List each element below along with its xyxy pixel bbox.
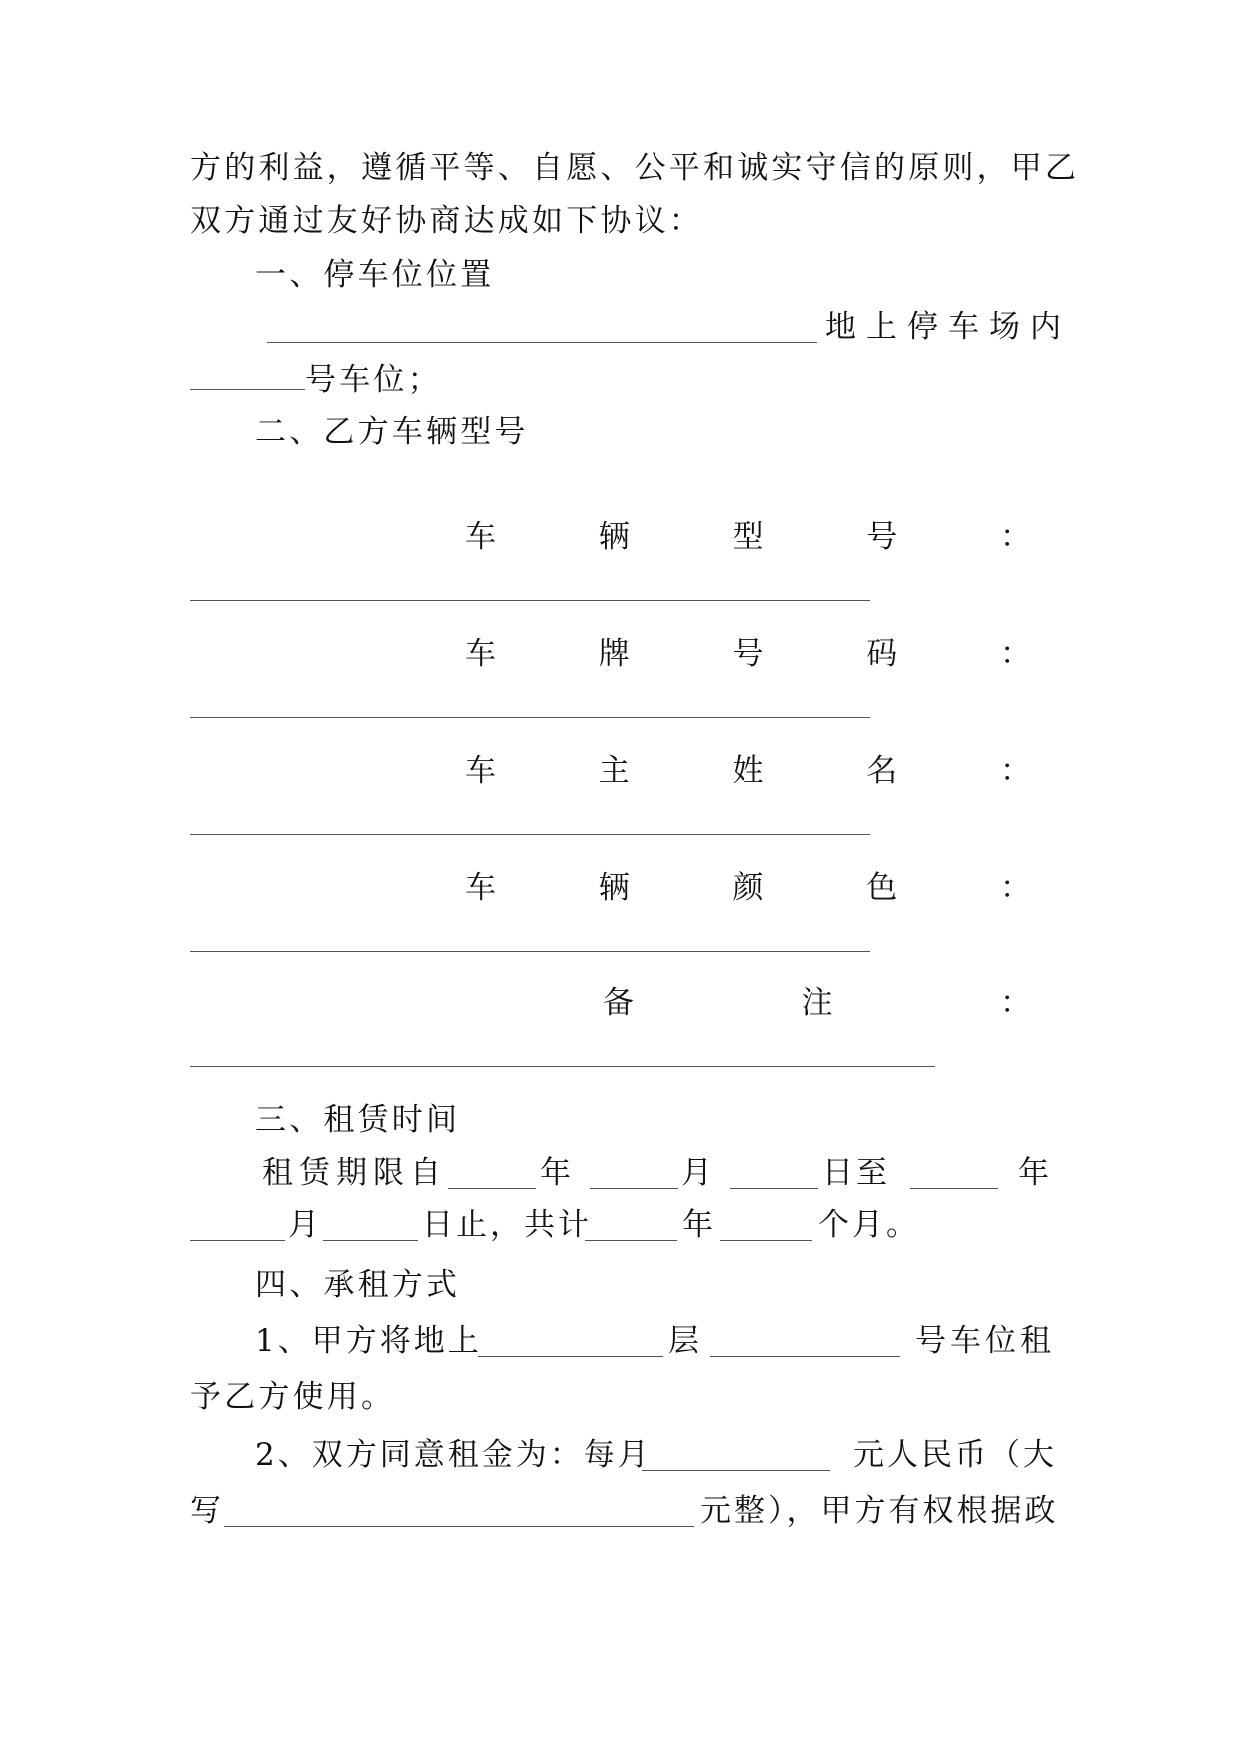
section-heading: 二、乙方车辆型号 — [255, 414, 529, 450]
lease-period-line: 租赁期限自 年 月 日至 年 — [262, 1155, 1049, 1191]
plate-number-label — [465, 631, 1031, 677]
section-heading: 一、停车位位置 — [255, 257, 495, 293]
field-label-char: 色 — [866, 870, 898, 906]
blank-field — [190, 717, 870, 718]
location-text: 地上停车场内 — [825, 309, 1071, 345]
field-label-char: 车 — [465, 870, 496, 906]
blank-field — [642, 1440, 830, 1471]
location-tail: 号车位； — [305, 362, 442, 398]
blank-field — [190, 600, 870, 601]
field-label-char: 码 — [866, 636, 898, 672]
rent-item-2: 2、双方同意租金为：每月 元人民币（大 — [255, 1437, 1057, 1473]
blank-field — [710, 1326, 900, 1357]
field-label-char: 备 — [603, 985, 634, 1021]
field-label-char: 号 — [866, 519, 898, 555]
field-label-char: 名 — [866, 753, 898, 789]
field-label-char: 车 — [465, 753, 496, 789]
field-label-char: ： — [1000, 870, 1031, 906]
field-label-char: 辆 — [598, 870, 630, 906]
rent-item-1-cont: 予乙方使用。 — [190, 1379, 396, 1415]
field-label-char: 号 — [732, 636, 764, 672]
rent-item-2-cont: 写 元整），甲方有权根据政 — [190, 1493, 1059, 1529]
blank-field — [190, 359, 305, 390]
field-label-char: 姓 — [732, 753, 764, 789]
remark-label — [603, 980, 1031, 1026]
location-line — [190, 304, 1071, 350]
blank-field — [590, 1158, 678, 1189]
paragraph-line: 双方通过友好协商达成如下协议： — [190, 203, 703, 239]
field-label-char: 型 — [732, 519, 764, 555]
field-label-char: 车 — [465, 636, 496, 672]
blank-field — [190, 834, 870, 835]
blank-field — [720, 1210, 812, 1241]
field-label-char: ： — [1000, 636, 1031, 672]
section-heading: 三、租赁时间 — [255, 1102, 461, 1138]
field-label-char: 牌 — [598, 636, 630, 672]
field-label-char: ： — [1000, 985, 1031, 1021]
field-label-char: 主 — [598, 753, 630, 789]
blank-field — [323, 1210, 418, 1241]
vehicle-color-label — [465, 865, 1031, 911]
blank-field — [267, 312, 817, 343]
blank-field — [224, 1496, 694, 1527]
field-label-char: 辆 — [598, 519, 630, 555]
blank-field — [910, 1158, 998, 1189]
section-heading: 四、承租方式 — [255, 1267, 461, 1303]
field-label-char: ： — [1000, 519, 1031, 555]
owner-name-label — [465, 748, 1031, 794]
blank-field — [585, 1210, 677, 1241]
field-label-char: 车 — [465, 519, 496, 555]
paragraph-line: 方的利益，遵循平等、自愿、公平和诚实守信的原则，甲乙 — [190, 150, 1080, 186]
field-label-char: ： — [1000, 753, 1031, 789]
blank-field — [448, 1158, 536, 1189]
location-line-2 — [190, 357, 1050, 403]
lease-period-line-2: 月 日止，共计 年 个月。 — [190, 1202, 1050, 1248]
blank-field — [190, 1066, 935, 1067]
blank-field — [190, 951, 870, 952]
field-label-char: 颜 — [732, 870, 764, 906]
blank-field — [730, 1158, 818, 1189]
field-label-char: 注 — [801, 985, 833, 1021]
blank-field — [478, 1326, 663, 1357]
rent-item-1: 1、甲方将地上 层 号车位租 — [255, 1323, 1055, 1359]
vehicle-model-label — [465, 514, 1031, 560]
blank-field — [190, 1210, 285, 1241]
